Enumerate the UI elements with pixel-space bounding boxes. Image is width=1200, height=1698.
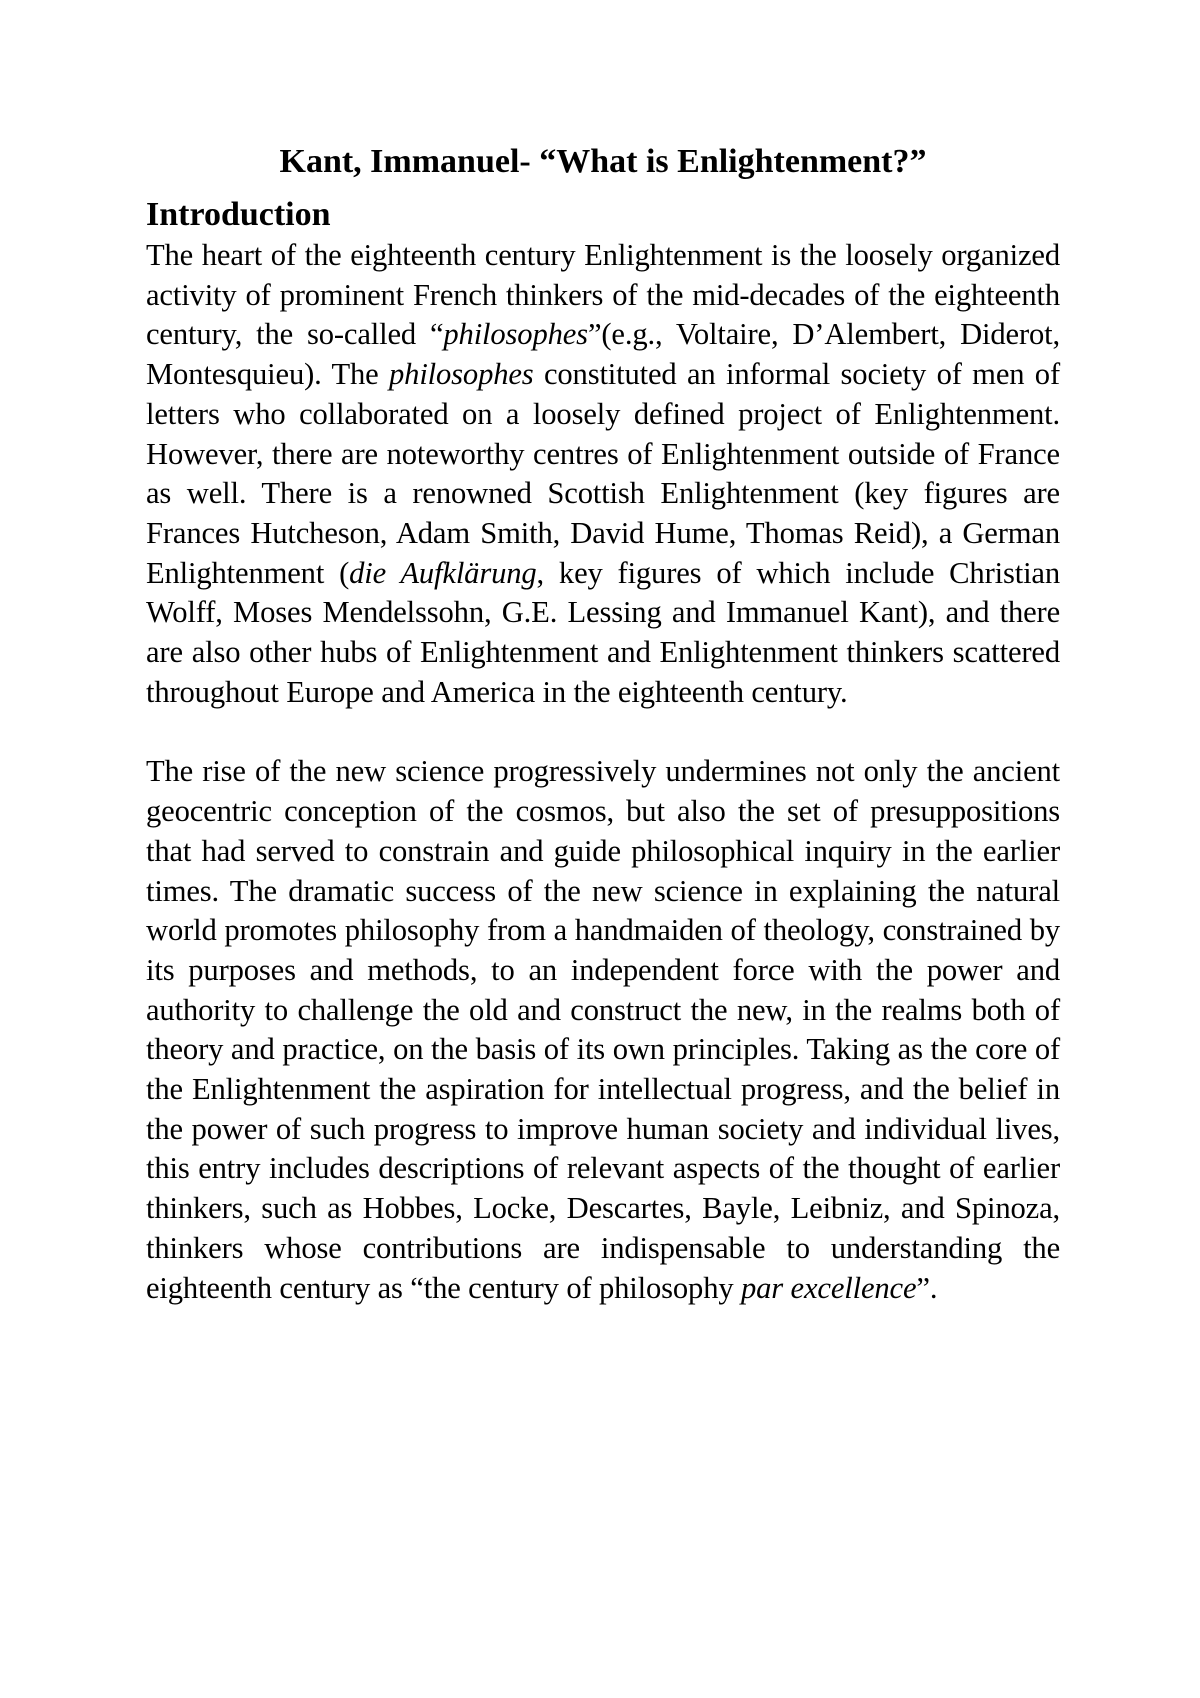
paragraph-text: constituted an informal society of men of letters who collaborated on a loosely defined project of Enlightenment. However, there are noteworthy centres of Enlightenment outside of France as well. There is a renowned Scottish Enlightenment (key figures are Frances Hutcheson, Adam Smith, David Hume, Thomas Reid), a German Enlightenment ( bbox=[146, 357, 1060, 590]
paragraph-new-science bbox=[146, 752, 1060, 1308]
section-heading-introduction: Introduction bbox=[146, 196, 331, 233]
paragraph-text: ”. bbox=[916, 1270, 938, 1305]
paragraph-text: The heart of the eighteenth century Enlightenment is the loosely organized activity of prominent French thinkers of the mid-decades of the eighteenth century, the so-called “ bbox=[146, 238, 1060, 352]
italic-term-aufklarung: die Aufklärung bbox=[349, 555, 537, 590]
paragraph-text: , key figures of which include Christian Wolff, Moses Mendelssohn, G.E. Lessing and Immanuel Kant), and there are also other hubs of Enlightenment and Enlightenment thinkers scattered throughout Europe and America in the eighteenth century. bbox=[146, 555, 1061, 709]
paragraph-enlightenment-overview bbox=[146, 236, 1060, 712]
paragraph-text: ”(e.g., Voltaire, D’Alembert, Diderot, Montesquieu). The bbox=[146, 317, 1060, 392]
paragraph-text: The rise of the new science progressively undermines not only the ancient geocentric conception of the cosmos, but also the set of presuppositions that had served to constrain and guide philosophical inquiry in the earlier times. The dramatic success of the new science in explaining the natural world promotes philosophy from a handmaiden of theology, constrained by its purposes and methods, to an independent force with the power and authority to challenge the old and construct the new, in the realms both of theory and practice, on the basis of its own principles. Taking as the core of the Enlightenment the aspiration for intellectual progress, and the belief in the power of such progress to improve human society and individual lives, this entry includes descriptions of relevant aspects of the thought of earlier thinkers, such as Hobbes, Locke, Descartes, Bayle, Leibniz, and Spinoza, thinkers whose contributions are indispensable to understanding the eighteenth century as “the century of philosophy bbox=[146, 754, 1060, 1305]
italic-term-philosophes: philosophes bbox=[443, 317, 588, 352]
document-title: Kant, Immanuel- “What is Enlightenment?” bbox=[279, 143, 927, 180]
document-page bbox=[146, 140, 1060, 1308]
italic-term-par-excellence: par excellence bbox=[741, 1270, 917, 1305]
italic-term-philosophes: philosophes bbox=[389, 357, 534, 392]
